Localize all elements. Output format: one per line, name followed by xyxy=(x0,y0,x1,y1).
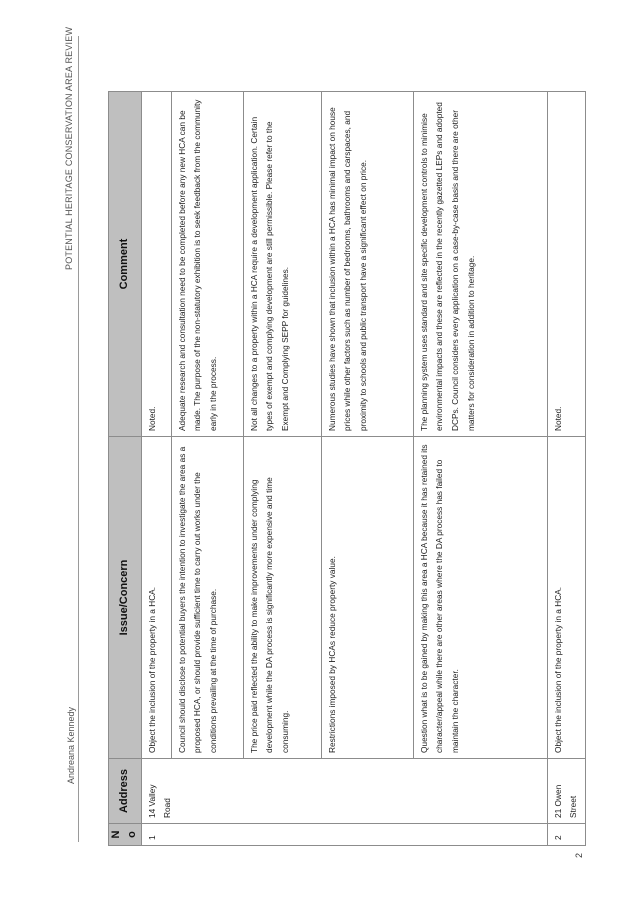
submissions-table xyxy=(108,91,586,846)
header-author: Andreana Kennedy xyxy=(66,706,76,784)
cell-issue: Object the inclusion of the property in a HCA. xyxy=(547,437,586,759)
cell-comment: Not all changes to a property within a HCA require a development application. Certain types of exempt and complying development are still permissible. Please refer to the Exempt and Complying SEPP for guidelines. xyxy=(243,92,321,437)
cell-comment: Numerous studies have shown that inclusion within a HCA has minimal impact on house prices while other factors such as number of bedrooms, bathrooms and carspaces, and proximity to schools and public transport have a significant effect on price. xyxy=(321,92,413,437)
table-row xyxy=(243,92,321,846)
table-row xyxy=(171,92,243,846)
header-title: POTENTIAL HERITAGE CONSERVATION AREA REVIEW xyxy=(64,26,74,270)
cell-comment: Adequate research and consultation need to be completed before any new HCA can be made. The purpose of the non-statutory exhibition is to seek feedback from the community early in the process. xyxy=(171,92,243,437)
cell-no: 1 xyxy=(141,824,547,846)
cell-issue: Restrictions imposed by HCAs reduce property value. xyxy=(321,437,413,759)
cell-comment: The planning system uses standard and site specific development controls to minimise environmental impacts and these are reflected in the recently gazetted LEPs and adopted DCPs. Council considers every application on a case-by-case basis and there are other matters for consideration in addition to heritage. xyxy=(413,92,547,437)
cell-address: 14 Valley Road xyxy=(141,759,547,824)
table-row xyxy=(321,92,413,846)
table-header-row xyxy=(109,92,142,846)
cell-address: 21 Owen Street xyxy=(547,759,586,824)
column-header-comment: Comment xyxy=(109,92,142,437)
cell-issue: Question what is to be gained by making this area a HCA because it has retained its character/appeal while there are other areas where the DA process has failed to maintain the character. xyxy=(413,437,547,759)
table-row xyxy=(547,92,586,846)
cell-comment: Noted. xyxy=(141,92,171,437)
cell-comment: Noted. xyxy=(547,92,586,437)
header-divider xyxy=(78,36,79,842)
table-row xyxy=(413,92,547,846)
table-row xyxy=(141,92,171,846)
column-header-issue: Issue/Concern xyxy=(109,437,142,759)
page-number: 2 xyxy=(574,852,584,858)
cell-issue: The price paid reflected the ability to make improvements under complying development while the DA process is significantly more expensive and time consuming. xyxy=(243,437,321,759)
column-header-address: Address xyxy=(109,759,142,824)
cell-no: 2 xyxy=(547,824,586,846)
cell-issue: Council should disclose to potential buyers the intention to investigate the area as a proposed HCA, or should provide sufficient time to carry out works under the conditions prevailing at the time of purchase. xyxy=(171,437,243,759)
column-header-no: No xyxy=(109,824,142,846)
cell-issue: Object the inclusion of the property in a HCA. xyxy=(141,437,171,759)
